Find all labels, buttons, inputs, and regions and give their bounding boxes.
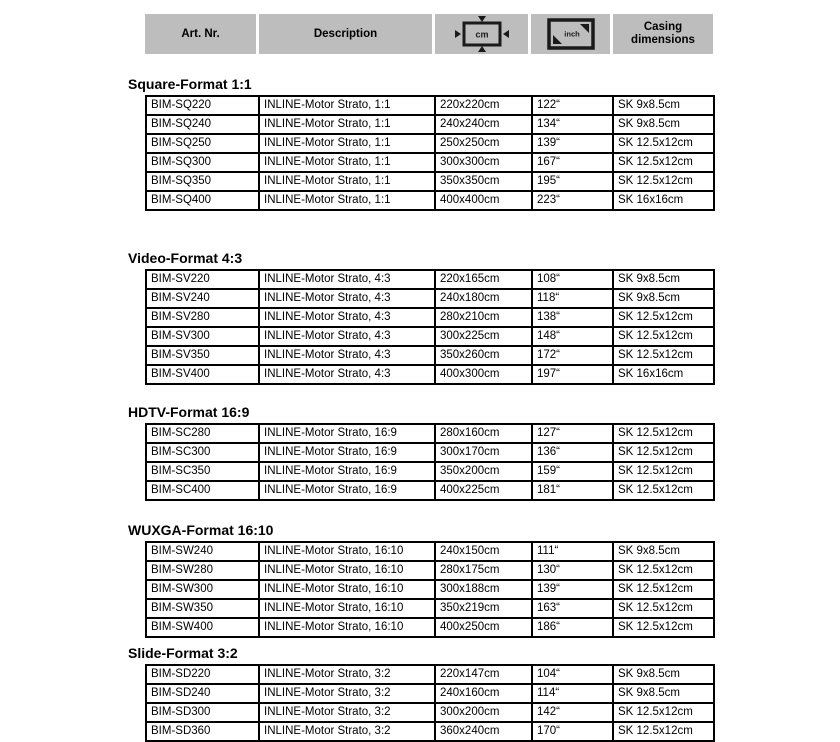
table-cell: SK 9x8.5cm <box>613 289 714 308</box>
table-cell: BIM-SW400 <box>146 618 259 637</box>
table-cell: SK 9x8.5cm <box>613 270 714 289</box>
table-cell: BIM-SV400 <box>146 365 259 384</box>
table-cell: 400x300cm <box>435 365 532 384</box>
table-cell: SK 9x8.5cm <box>613 542 714 561</box>
cm-icon-label: cm <box>474 29 489 40</box>
table-row <box>146 96 714 115</box>
format-table <box>145 95 715 211</box>
table-cell: 400x250cm <box>435 618 532 637</box>
table-row <box>146 561 714 580</box>
table-cell: BIM-SQ300 <box>146 153 259 172</box>
table-cell: 195“ <box>532 172 613 191</box>
table-row <box>146 443 714 462</box>
table-cell: INLINE-Motor Strato, 16:10 <box>259 618 435 637</box>
table-cell: 400x225cm <box>435 481 532 500</box>
table-cell: BIM-SD360 <box>146 722 259 741</box>
table-cell: SK 12.5x12cm <box>613 722 714 741</box>
cm-dimensions-icon <box>453 16 511 52</box>
table-cell: INLINE-Motor Strato, 1:1 <box>259 191 435 210</box>
table-cell: SK 12.5x12cm <box>613 346 714 365</box>
table-cell: 111“ <box>532 542 613 561</box>
table-cell: INLINE-Motor Strato, 4:3 <box>259 365 435 384</box>
table-row <box>146 289 714 308</box>
table-cell: BIM-SQ250 <box>146 134 259 153</box>
arrow-right-icon <box>455 30 461 38</box>
table-cell: BIM-SQ240 <box>146 115 259 134</box>
table-row <box>146 172 714 191</box>
table-cell: SK 12.5x12cm <box>613 703 714 722</box>
table-cell: SK 12.5x12cm <box>613 172 714 191</box>
table-cell: 170“ <box>532 722 613 741</box>
table-cell: 104“ <box>532 665 613 684</box>
section-video-format <box>128 250 715 385</box>
table-cell: 142“ <box>532 703 613 722</box>
table-cell: 350x260cm <box>435 346 532 365</box>
table-cell: SK 12.5x12cm <box>613 561 714 580</box>
table-cell: 163“ <box>532 599 613 618</box>
table-cell: 114“ <box>532 684 613 703</box>
table-cell: 350x200cm <box>435 462 532 481</box>
format-table <box>145 269 715 385</box>
section-title: Square-Format 1:1 <box>128 76 252 92</box>
table-cell: INLINE-Motor Strato, 16:9 <box>259 443 435 462</box>
column-header-cm <box>435 14 528 54</box>
table-row <box>146 618 714 637</box>
table-cell: 300x300cm <box>435 153 532 172</box>
table-cell: 148“ <box>532 327 613 346</box>
table-cell: INLINE-Motor Strato, 1:1 <box>259 172 435 191</box>
table-cell: 138“ <box>532 308 613 327</box>
format-table <box>145 664 715 742</box>
table-cell: 108“ <box>532 270 613 289</box>
table-cell: INLINE-Motor Strato, 3:2 <box>259 703 435 722</box>
table-cell: 167“ <box>532 153 613 172</box>
table-cell: 130“ <box>532 561 613 580</box>
table-cell: BIM-SC300 <box>146 443 259 462</box>
table-cell: INLINE-Motor Strato, 16:9 <box>259 424 435 443</box>
table-row <box>146 308 714 327</box>
table-cell: INLINE-Motor Strato, 3:2 <box>259 684 435 703</box>
table-cell: 134“ <box>532 115 613 134</box>
table-cell: INLINE-Motor Strato, 1:1 <box>259 153 435 172</box>
table-row <box>146 365 714 384</box>
arrow-down-icon <box>478 16 486 22</box>
table-row <box>146 270 714 289</box>
table-row <box>146 722 714 741</box>
table-cell: SK 12.5x12cm <box>613 481 714 500</box>
table-cell: SK 9x8.5cm <box>613 115 714 134</box>
table-cell: INLINE-Motor Strato, 16:10 <box>259 542 435 561</box>
table-cell: 136“ <box>532 443 613 462</box>
table-cell: BIM-SD220 <box>146 665 259 684</box>
table-row <box>146 346 714 365</box>
table-cell: SK 12.5x12cm <box>613 618 714 637</box>
table-cell: 400x400cm <box>435 191 532 210</box>
table-row <box>146 462 714 481</box>
table-cell: BIM-SC280 <box>146 424 259 443</box>
table-cell: BIM-SD300 <box>146 703 259 722</box>
table-cell: 360x240cm <box>435 722 532 741</box>
table-row <box>146 134 714 153</box>
table-cell: INLINE-Motor Strato, 16:10 <box>259 580 435 599</box>
table-cell: 240x150cm <box>435 542 532 561</box>
table-cell: 172“ <box>532 346 613 365</box>
column-header-description: Description <box>259 14 432 54</box>
section-slide-format <box>128 645 715 742</box>
table-cell: 300x225cm <box>435 327 532 346</box>
table-cell: INLINE-Motor Strato, 1:1 <box>259 96 435 115</box>
table-cell: SK 12.5x12cm <box>613 424 714 443</box>
table-cell: 223“ <box>532 191 613 210</box>
table-cell: SK 12.5x12cm <box>613 153 714 172</box>
table-cell: 300x170cm <box>435 443 532 462</box>
table-row <box>146 327 714 346</box>
table-cell: INLINE-Motor Strato, 16:9 <box>259 481 435 500</box>
table-row <box>146 580 714 599</box>
table-cell: SK 16x16cm <box>613 191 714 210</box>
table-cell: SK 12.5x12cm <box>613 308 714 327</box>
table-cell: 280x160cm <box>435 424 532 443</box>
table-cell: INLINE-Motor Strato, 16:9 <box>259 462 435 481</box>
table-cell: 186“ <box>532 618 613 637</box>
table-cell: 240x180cm <box>435 289 532 308</box>
table-cell: INLINE-Motor Strato, 4:3 <box>259 327 435 346</box>
table-cell: SK 9x8.5cm <box>613 665 714 684</box>
table-cell: 118“ <box>532 289 613 308</box>
section-square-format <box>128 76 715 211</box>
table-cell: 139“ <box>532 134 613 153</box>
table-cell: SK 12.5x12cm <box>613 580 714 599</box>
table-cell: INLINE-Motor Strato, 4:3 <box>259 289 435 308</box>
table-cell: 350x219cm <box>435 599 532 618</box>
table-row <box>146 599 714 618</box>
table-row <box>146 481 714 500</box>
table-cell: 181“ <box>532 481 613 500</box>
table-cell: SK 9x8.5cm <box>613 684 714 703</box>
table-cell: 139“ <box>532 580 613 599</box>
table-row <box>146 542 714 561</box>
table-row <box>146 703 714 722</box>
table-row <box>146 153 714 172</box>
inch-icon-label: inch <box>563 29 580 39</box>
table-cell: 220x147cm <box>435 665 532 684</box>
table-cell: 280x210cm <box>435 308 532 327</box>
diagonal-arrow-top-right-icon <box>580 24 589 33</box>
table-cell: SK 16x16cm <box>613 365 714 384</box>
table-cell: INLINE-Motor Strato, 4:3 <box>259 308 435 327</box>
table-cell: BIM-SV350 <box>146 346 259 365</box>
table-cell: BIM-SD240 <box>146 684 259 703</box>
table-cell: INLINE-Motor Strato, 1:1 <box>259 134 435 153</box>
table-row <box>146 424 714 443</box>
table-cell: 300x188cm <box>435 580 532 599</box>
diagonal-arrow-bottom-left-icon <box>553 35 562 44</box>
table-cell: INLINE-Motor Strato, 4:3 <box>259 346 435 365</box>
table-cell: 220x220cm <box>435 96 532 115</box>
table-cell: SK 12.5x12cm <box>613 462 714 481</box>
table-cell: BIM-SV280 <box>146 308 259 327</box>
section-title: Slide-Format 3:2 <box>128 645 238 661</box>
table-cell: 240x160cm <box>435 684 532 703</box>
table-row <box>146 665 714 684</box>
table-cell: 350x350cm <box>435 172 532 191</box>
table-cell: INLINE-Motor Strato, 3:2 <box>259 722 435 741</box>
arrow-up-icon <box>478 46 486 52</box>
column-header-inch <box>531 14 610 54</box>
table-cell: INLINE-Motor Strato, 16:10 <box>259 561 435 580</box>
table-cell: BIM-SC350 <box>146 462 259 481</box>
format-table <box>145 423 715 501</box>
table-cell: 159“ <box>532 462 613 481</box>
table-cell: BIM-SQ220 <box>146 96 259 115</box>
arrow-left-icon <box>503 30 509 38</box>
table-cell: INLINE-Motor Strato, 3:2 <box>259 665 435 684</box>
section-title: WUXGA-Format 16:10 <box>128 522 274 538</box>
table-row <box>146 684 714 703</box>
table-cell: SK 12.5x12cm <box>613 327 714 346</box>
table-row <box>146 191 714 210</box>
section-wuxga-format <box>128 522 715 638</box>
column-header-art-nr: Art. Nr. <box>145 14 256 54</box>
table-cell: BIM-SV300 <box>146 327 259 346</box>
table-cell: INLINE-Motor Strato, 4:3 <box>259 270 435 289</box>
table-cell: BIM-SW240 <box>146 542 259 561</box>
table-cell: INLINE-Motor Strato, 1:1 <box>259 115 435 134</box>
table-cell: BIM-SV240 <box>146 289 259 308</box>
table-cell: 280x175cm <box>435 561 532 580</box>
table-cell: SK 9x8.5cm <box>613 96 714 115</box>
table-cell: BIM-SV220 <box>146 270 259 289</box>
table-cell: 300x200cm <box>435 703 532 722</box>
table-cell: BIM-SQ400 <box>146 191 259 210</box>
table-cell: BIM-SW300 <box>146 580 259 599</box>
table-cell: 122“ <box>532 96 613 115</box>
table-cell: INLINE-Motor Strato, 16:10 <box>259 599 435 618</box>
table-cell: BIM-SW350 <box>146 599 259 618</box>
section-title: Video-Format 4:3 <box>128 250 243 266</box>
section-title: HDTV-Format 16:9 <box>128 404 250 420</box>
table-cell: BIM-SW280 <box>146 561 259 580</box>
column-header-casing: Casing dimensions <box>613 14 713 54</box>
format-table <box>145 541 715 638</box>
table-cell: SK 12.5x12cm <box>613 443 714 462</box>
table-cell: 197“ <box>532 365 613 384</box>
table-cell: 127“ <box>532 424 613 443</box>
table-cell: SK 12.5x12cm <box>613 599 714 618</box>
table-header-band <box>145 14 713 54</box>
table-cell: BIM-SC400 <box>146 481 259 500</box>
table-cell: 240x240cm <box>435 115 532 134</box>
table-cell: BIM-SQ350 <box>146 172 259 191</box>
table-cell: SK 12.5x12cm <box>613 134 714 153</box>
table-cell: 220x165cm <box>435 270 532 289</box>
section-hdtv-format <box>128 404 715 501</box>
table-row <box>146 115 714 134</box>
table-cell: 250x250cm <box>435 134 532 153</box>
inch-diagonal-icon <box>542 16 600 52</box>
